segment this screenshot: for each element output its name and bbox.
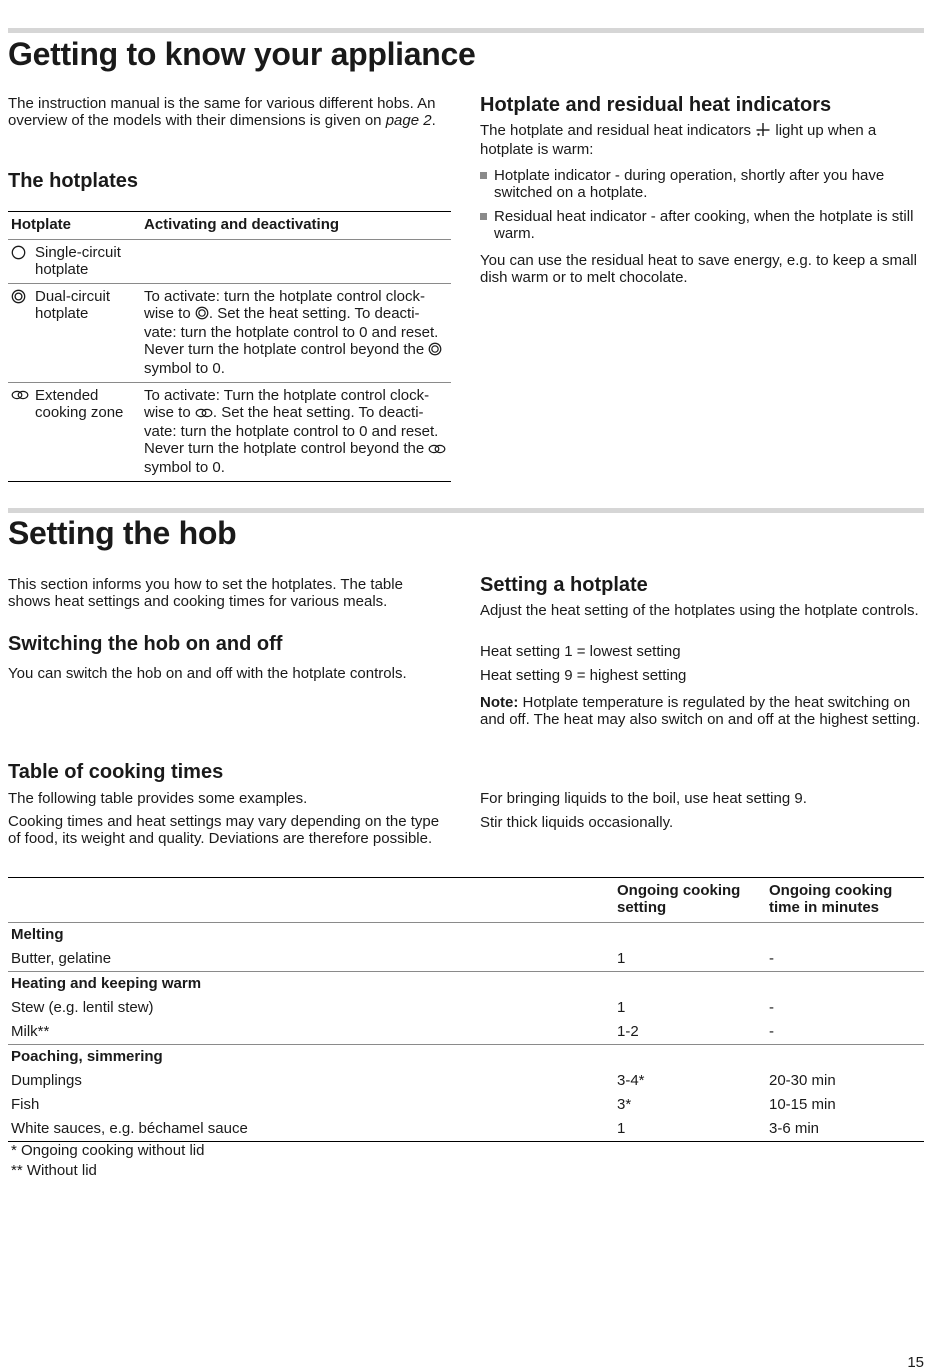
indicators-paragraph: The hotplate and residual heat indicators light up when a hotplate is warm: [480,122,877,158]
section-title: Setting the hob [8,515,237,551]
cooking-times-heading: Table of cooking times [8,761,224,783]
page-reference: page 2 [385,112,432,129]
intro-paragraph: The instruction manual is the same for various different hobs. An overview of the models with their dimensions is given on page 2. [8,95,436,129]
list-item: Hotplate indicator - during operation, shortly after you have switched on a hotplate. [480,167,924,201]
indicators-heading: Hotplate and residual heat indicators [480,94,832,116]
activation-text: To activate: turn the hotplate control clock-wise to . Set the heat setting. To deacti-vate: turn the hotplate control to 0 and reset. Never turn the hotplate control beyond the symbol to 0. [141,284,451,383]
table-row: White sauces, e.g. béchamel sauce 1 3-6 min [8,1117,924,1142]
column-header-time: Ongoing cooking time in minutes [766,878,924,923]
table-row: Dumplings 3-4* 20-30 min [11,1072,836,1089]
hotplates-heading: The hotplates [8,170,139,192]
section-divider [8,508,924,513]
dual-circuit-icon [195,306,209,324]
cooking-intro: The following table provides some examples. [8,790,308,807]
footnote: * Ongoing cooking without lid [11,1142,205,1159]
section-intro: This section informs you how to set the hotplates. The table shows heat settings and cooking times for various meals. [8,576,403,610]
cooking-variation-text: Cooking times and heat settings may vary depending on the type of food, its weight and quality. Deviations are therefore possible. [8,813,440,847]
extended-zone-icon [428,442,446,459]
group-row: Heating and keeping warm [8,972,924,997]
hotplates-table [8,211,451,482]
dual-circuit-icon [11,288,35,322]
switching-heading: Switching the hob on and off [8,633,283,655]
column-header-hotplate: Hotplate [8,212,141,240]
cooking-times-table [8,877,924,1142]
note-paragraph: Note: Hotplate temperature is regulated by the heat switching on and off. The heat may also switch on and off at the highest setting. [480,694,921,728]
heat-setting-high: Heat setting 9 = highest setting [480,667,687,684]
hotplate-name: Dual-circuit hotplate [35,288,111,322]
residual-heat-indicator-icon [755,122,771,141]
dual-circuit-icon [428,342,442,360]
table-row: Stew (e.g. lentil stew) 1 - [11,999,774,1016]
stir-text: Stir thick liquids occasionally. [480,814,674,831]
column-header-setting: Ongoing cooking setting [614,878,766,923]
setting-heading: Setting a hotplate [480,574,648,596]
note-label: Note: [480,694,519,711]
page-number: 15 [907,1354,924,1371]
column-header-food [8,878,614,923]
table-row: Milk** 1-2 - [11,1023,774,1040]
extended-zone-icon [195,406,213,423]
boil-text: For bringing liquids to the boil, use heat setting 9. [480,790,807,807]
setting-paragraph: Adjust the heat setting of the hotplates using the hotplate controls. [480,602,919,619]
footnote: ** Without lid [11,1162,97,1179]
heat-setting-low: Heat setting 1 = lowest setting [480,643,681,660]
table-row: Fish 3* 10-15 min [11,1096,836,1113]
table-row [8,284,451,383]
table-row [8,383,451,482]
column-header-activating: Activating and deactivating [141,212,451,240]
switching-paragraph: You can switch the hob on and off with the hotplate controls. [8,665,407,682]
residual-heat-paragraph: You can use the residual heat to save energy, e.g. to keep a small dish warm or to melt chocolate. [480,252,917,286]
list-item: Residual heat indicator - after cooking, when the hotplate is still warm. [480,208,924,242]
table-row [8,240,451,284]
indicator-list [480,167,924,249]
activation-text: To activate: Turn the hotplate control clock-wise to . Set the heat setting. To deacti-vate: turn the hotplate control to 0 and reset. Never turn the hotplate control beyond the symbol to 0. [141,383,451,482]
hotplate-name: Extended cooking zone [35,387,124,421]
hotplate-name: Single-circuit hotplate [35,244,121,278]
group-row: Melting [11,926,64,943]
section-divider [8,28,924,33]
table-row: Butter, gelatine 1 - [11,950,774,967]
section-title: Getting to know your appliance [8,36,476,72]
single-circuit-icon [11,244,35,278]
group-row: Poaching, simmering [8,1045,924,1070]
extended-zone-icon [11,387,35,421]
